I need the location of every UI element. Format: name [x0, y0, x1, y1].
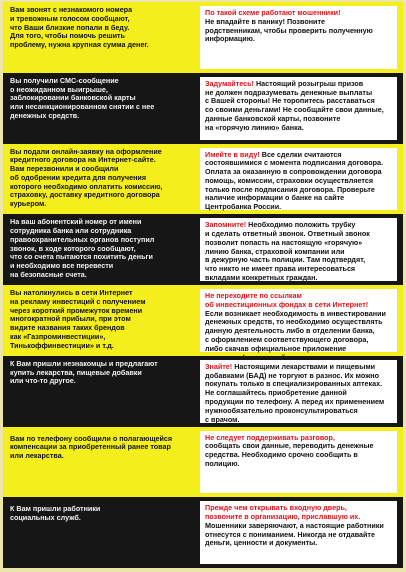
advice-headline: Не следует поддерживать разговор,	[205, 432, 335, 442]
advice-text: Мошенники заверяючают, а настоящие работники отнесутся с пониманием. Никогда не отдавайте деньги, ценности и документы.	[205, 520, 384, 548]
warning-row-door-sellers	[3, 356, 403, 427]
advice-headline: Не переходите по ссылкам об инвестиционных фондах в сети Интернет!	[205, 291, 369, 309]
advice-headline: Запомните!	[205, 220, 247, 230]
advice-text: сообщать свои данные, переводить денежные средства. Необходимо срочно сообщить в полицию.	[205, 441, 374, 468]
scam-scenario-text: Вам звонят с незнакомого номера и тревожным голосом сообщают, что Ваши близкие попали в беду. Для того, чтобы помочь решить проблему, нужна крупная сумма денег.	[10, 5, 149, 50]
warning-row-compensation-call	[3, 427, 403, 498]
warning-row-online-credit	[3, 144, 403, 215]
scam-scenario-text: Вы натолкнулись в сети Интернет на рекламу инвестиций с получением через короткий промежуток времени многократной прибыли, при этом видите названия таких брендов как «Газпроминвестиции», Тинькоффинвестиции» и т.д.	[10, 288, 146, 350]
warning-row-bank-employee-call	[3, 214, 403, 285]
advice-headline: Прежде чем открывать входную дверь, позвоните в организацию, приславшую их.	[205, 503, 361, 522]
advice-headline: Задумайтесь!	[205, 78, 254, 88]
advice-box	[200, 431, 397, 494]
scam-scenario-text: К Вам пришли работники социальных служб.	[10, 504, 101, 523]
advice-box	[200, 501, 397, 564]
advice-text: Необходимо положить трубку и сделать ответный звонок. Ответный звонок позволит попасть на настоящую «горячую» линию банка, страховой компании или в дежурную часть полиции. Там подтвердят, что никто не имеет права интересоваться вкладами конкретных граждан.	[205, 220, 370, 283]
advice-text: Если возникает необходимость в инвестировании денежных средств, то необходимо осуществлять данную деятельность либо в отделении банка, с оформлением соответствующего договора, либо скачав официальное приложение	[205, 308, 386, 353]
advice-box	[200, 360, 397, 423]
advice-box	[200, 218, 397, 281]
anti-fraud-leaflet	[3, 2, 403, 568]
scam-scenario-text: К Вам пришли незнакомцы и предлагают купить лекарства, пищевые добавки или что-то другое.	[10, 358, 158, 386]
advice-text: Все сделки считаются состоявшимися с момента подписания договора. Оплата за оказанную в сопровождении договора помощь, комиссии, страховки осуществляется только после подписания договора. Проверьте наличие информации о банке на сайте Центробанка России.	[205, 149, 384, 212]
warning-row-relatives-call	[3, 2, 403, 73]
advice-headline: Имейте в виду!	[205, 149, 260, 159]
scam-scenario-text: Вы подали онлайн-заявку на оформление кредитного договора на Интернет-сайте. Вам перезвонили и сообщили об одобрении кредита для получения которого необходимо оплатить комиссию, страховку, доставку кредитного договора курьером.	[10, 146, 163, 209]
scam-scenario-text: Вы получили СМС-сообщение о неожиданном выигрыше, заблокировании банковской карты или несанкционированном снятии с нее денежных средств.	[10, 75, 155, 120]
advice-text: Настоящий розыгрыш призов не должен подразумевать денежные выплаты с Вашей стороны! Не торопитесь расставаться со своими деньгами! Не сообщайте свои данные, данные банковской карты, позвоните на «горячую линию» банка.	[205, 78, 384, 132]
advice-text: Настоящими лекарствами и пищевыми добавками (БАД) не торгуют в разнос. Их можно покупать только в специализированных аптеках. Не соглашайтесь приобретение данной продукции по телефону. А перед их применением нужнообязательно проконсультироваться с врачом.	[205, 361, 385, 424]
scam-scenario-text: Вам по телефону сообщили о полагающейся компенсации за приобретенный ранее товар или лекарства.	[10, 433, 173, 461]
advice-box	[200, 77, 397, 140]
advice-box	[200, 6, 397, 69]
scam-scenario-text: На ваш абонентский номер от имени сотрудника банка или сотрудника правоохранительных органов поступил звонок, в ходе которого сообщают, что со счета пытаются похитить деньги и необходимо все перевести на безопасные счета.	[10, 217, 155, 280]
advice-box	[200, 148, 397, 211]
advice-headline: По такой схеме работают мошенники!	[205, 8, 341, 17]
warning-row-sms-prize	[3, 73, 403, 144]
advice-text: Не впадайте в панику! Позвоните родственникам, чтобы проверить полученную информацию.	[205, 16, 373, 44]
warning-row-investment-ads	[3, 285, 403, 356]
warning-row-social-workers	[3, 497, 403, 568]
advice-box	[200, 289, 397, 352]
advice-headline: Знайте!	[205, 361, 233, 371]
